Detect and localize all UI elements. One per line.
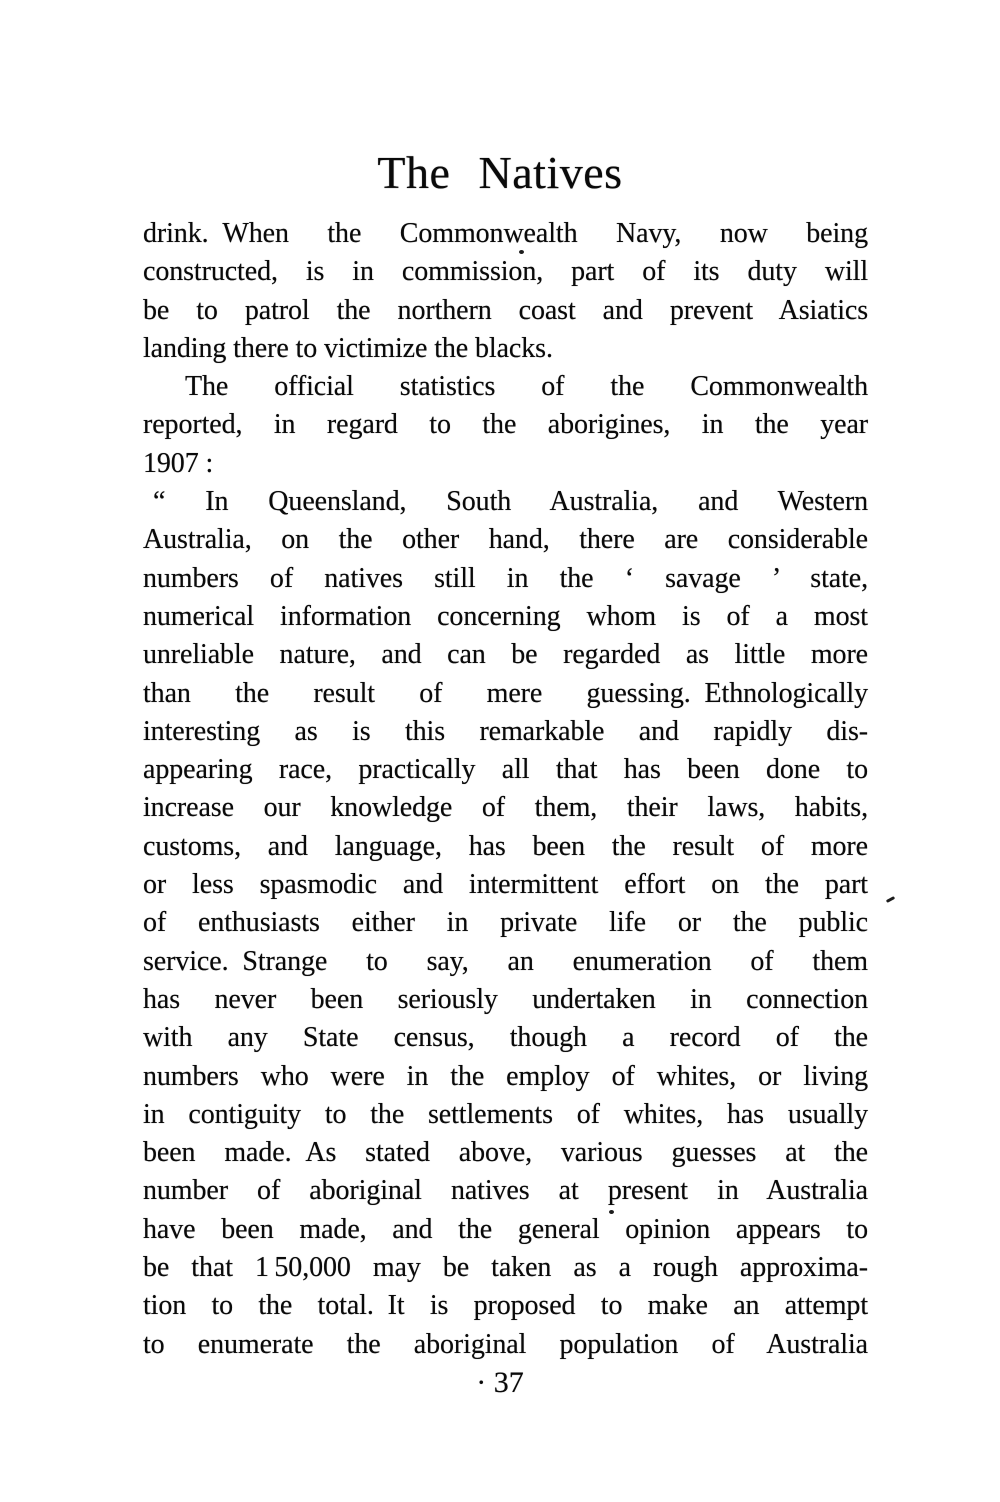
text-line: tion to the total. It is proposed to make an attempt xyxy=(143,1290,868,1322)
page-title: The Natives xyxy=(377,147,623,198)
paragraph xyxy=(143,483,868,1364)
text-line: service. Strange to say, an enumeration of them xyxy=(143,945,868,977)
text-line: numbers who were in the employ of whites, or living xyxy=(143,1060,868,1092)
text-line: be to patrol the northern coast and prevent Asiatics xyxy=(143,294,868,326)
text-line: reported, in regard to the aborigines, in the year xyxy=(143,409,868,441)
text-line: be that 1 50,000 may be taken as a rough approxima- xyxy=(143,1252,868,1284)
text-line: interesting as is this remarkable and rapidly dis- xyxy=(143,715,868,747)
text-line: constructed, is in commission, part of its duty will xyxy=(143,256,868,288)
text-line: number of aboriginal natives at present in Australia xyxy=(143,1175,868,1207)
text-line: drink. When the Commonwealth Navy, now being xyxy=(143,218,868,249)
scan-speck xyxy=(886,896,895,903)
text-line: been made. As stated above, various guesses at the xyxy=(143,1137,868,1169)
paragraph xyxy=(143,215,868,368)
text-line: appearing race, practically all that has been done to xyxy=(143,754,868,786)
text-line: or less spasmodic and intermittent effort on the part xyxy=(143,869,868,901)
page-number: · 37 xyxy=(476,1366,524,1399)
scan-speck xyxy=(519,250,524,254)
scan-speck xyxy=(609,1210,614,1214)
text-line: numerical information concerning whom is of a most xyxy=(143,600,868,632)
text-line: customs, and language, has been the result of more xyxy=(143,830,868,862)
text-block xyxy=(143,215,868,1364)
text-line: increase our knowledge of them, their laws, habits, xyxy=(143,792,868,824)
text-line: 1907 : xyxy=(143,447,214,479)
text-line: “ In Queensland, South Australia, and Western xyxy=(153,486,868,518)
text-line: landing there to victimize the blacks. xyxy=(143,332,553,364)
text-line: than the result of mere guessing. Ethnologically xyxy=(143,677,868,709)
text-line: unreliable nature, and can be regarded as little more xyxy=(143,639,868,671)
text-line: with any State census, though a record of the xyxy=(143,1022,868,1054)
text-line: The official statistics of the Commonwealth xyxy=(185,371,868,403)
text-line: numbers of natives still in the ‘ savage ’ state, xyxy=(143,562,868,594)
text-line: have been made, and the general opinion appears to xyxy=(143,1213,868,1245)
text-line: has never been seriously undertaken in connection xyxy=(143,983,868,1015)
paragraph xyxy=(143,368,868,483)
text-line: to enumerate the aboriginal population of Australia xyxy=(143,1328,868,1360)
text-line: of enthusiasts either in private life or the public xyxy=(143,907,868,939)
text-line: in contiguity to the settlements of whites, has usually xyxy=(143,1098,868,1130)
text-line: Australia, on the other hand, there are considerable xyxy=(143,524,868,556)
